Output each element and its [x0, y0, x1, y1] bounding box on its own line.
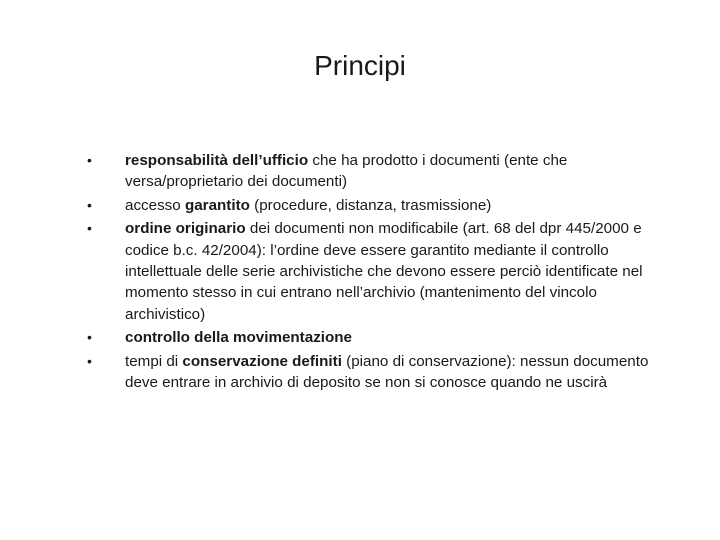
- bullet-dot-icon: •: [87, 152, 92, 168]
- bullet-item: [84, 195, 664, 216]
- bullet-text-bold: controllo della movimentazione: [125, 329, 353, 347]
- bullet-text-bold: garantito: [184, 196, 250, 214]
- bullet-text: [125, 197, 491, 214]
- bullet-text-bold: ordine originario: [125, 220, 246, 238]
- bullet-dot-icon: •: [87, 329, 92, 346]
- bullet-dot-icon: •: [87, 220, 92, 237]
- bullet-text-segment: che ha prodotto i documenti (ente che versa/proprietario dei documenti): [125, 152, 568, 191]
- bullet-item: [84, 218, 664, 325]
- slide-title: Principi: [314, 50, 406, 81]
- bullet-text-bold: responsabilità dell’ufficio: [125, 152, 309, 169]
- bullet-text-segment: (piano di conservazione): nessun documento deve entrare in archivio di deposito se non si conosce quando ne uscirà: [125, 352, 649, 392]
- bullet-text: [125, 152, 567, 190]
- bullet-text-segment: dei documenti non modificabile (art. 68 del dpr 445/2000 e codice b.c. 42/2004): l’ordine deve essere garantito mediante il controllo intellettuale delle serie archivistiche che devono essere perciò identificate nel momento stesso in cui entrano nell’archivio (mantenimento del vincolo archivistico): [125, 220, 643, 323]
- bullet-text-segment: tempi di: [125, 352, 183, 370]
- bullet-text-segment: accesso: [125, 196, 185, 214]
- bullet-list: [84, 150, 664, 395]
- bullet-text-segment: (procedure, distanza, trasmissione): [249, 196, 492, 214]
- bullet-dot-icon: •: [87, 352, 92, 369]
- bullet-text: [125, 220, 643, 323]
- bullet-item: [84, 150, 664, 193]
- bullet-item: [84, 327, 664, 348]
- bullet-text: [125, 353, 648, 391]
- bullet-text-bold: conservazione definiti: [182, 352, 342, 370]
- bullet-item: [84, 351, 664, 394]
- bullet-text: [125, 329, 352, 346]
- bullet-dot-icon: •: [87, 196, 92, 213]
